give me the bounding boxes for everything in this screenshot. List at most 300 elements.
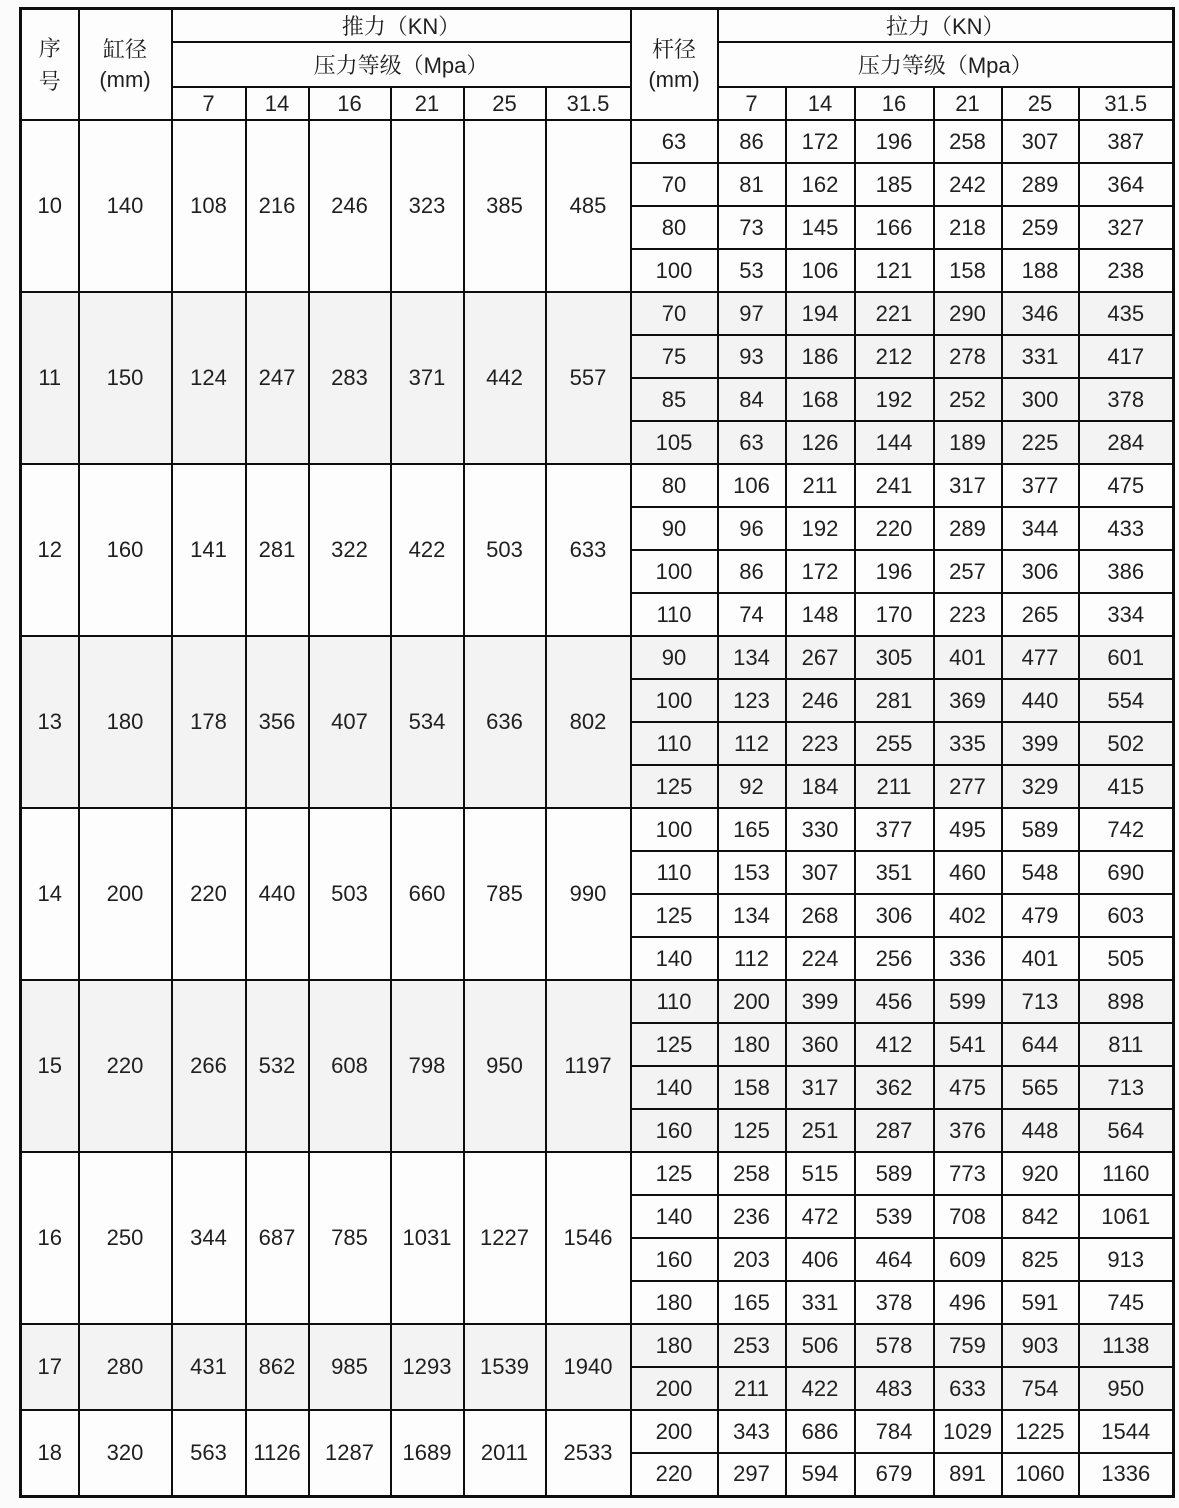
pull-force-cell: 63	[718, 421, 786, 464]
pull-force-cell: 196	[855, 550, 934, 593]
serial-cell: 12	[21, 464, 79, 636]
push-force-cell: 247	[246, 292, 309, 464]
push-force-cell: 1227	[464, 1152, 546, 1324]
pull-force-cell: 223	[786, 722, 855, 765]
rod-dia-cell: 90	[631, 507, 718, 550]
pull-force-cell: 594	[786, 1453, 855, 1496]
pull-force-cell: 351	[855, 851, 934, 894]
pull-force-cell: 223	[934, 593, 1002, 636]
pull-force-cell: 386	[1079, 550, 1174, 593]
push-force-cell: 950	[464, 980, 546, 1152]
pull-force-cell: 307	[1002, 120, 1079, 163]
pull-force-cell: 221	[855, 292, 934, 335]
pull-force-cell: 289	[1002, 163, 1079, 206]
rod-dia-cell: 110	[631, 980, 718, 1023]
pull-force-cell: 73	[718, 206, 786, 249]
push-force-cell: 557	[546, 292, 631, 464]
pull-force-cell: 713	[1002, 980, 1079, 1023]
push-force-cell: 802	[546, 636, 631, 808]
push-force-cell: 442	[464, 292, 546, 464]
pull-force-cell: 258	[934, 120, 1002, 163]
serial-cell: 16	[21, 1152, 79, 1324]
push-force-cell: 785	[464, 808, 546, 980]
pull-force-cell: 106	[718, 464, 786, 507]
pull-force-cell: 898	[1079, 980, 1174, 1023]
pull-force-cell: 158	[934, 249, 1002, 292]
pull-force-cell: 742	[1079, 808, 1174, 851]
pull-force-cell: 317	[934, 464, 1002, 507]
push-force-cell: 503	[464, 464, 546, 636]
pull-force-cell: 300	[1002, 378, 1079, 421]
bore-cell: 250	[79, 1152, 172, 1324]
pull-force-cell: 603	[1079, 894, 1174, 937]
pull-force-cell: 92	[718, 765, 786, 808]
pressure-title-pull: 压力等级（Mpa）	[718, 42, 1174, 87]
pull-force-cell: 464	[855, 1238, 934, 1281]
pull-force-cell: 369	[934, 679, 1002, 722]
pull-force-cell: 112	[718, 937, 786, 980]
pull-force-cell: 220	[855, 507, 934, 550]
push-pressure-header: 16	[309, 87, 391, 120]
pull-force-cell: 495	[934, 808, 1002, 851]
pull-force-cell: 633	[934, 1367, 1002, 1410]
pull-force-cell: 589	[855, 1152, 934, 1195]
pull-force-cell: 192	[855, 378, 934, 421]
serial-cell: 11	[21, 292, 79, 464]
push-force-cell: 636	[464, 636, 546, 808]
rod-dia-cell: 63	[631, 120, 718, 163]
pull-force-cell: 165	[718, 808, 786, 851]
pull-force-cell: 378	[1079, 378, 1174, 421]
pull-force-cell: 713	[1079, 1066, 1174, 1109]
pull-force-cell: 307	[786, 851, 855, 894]
pull-force-cell: 268	[786, 894, 855, 937]
rod-dia-cell: 100	[631, 679, 718, 722]
push-force-cell: 371	[391, 292, 464, 464]
pull-force-cell: 145	[786, 206, 855, 249]
pull-force-cell: 330	[786, 808, 855, 851]
pull-force-cell: 327	[1079, 206, 1174, 249]
pull-force-cell: 578	[855, 1324, 934, 1367]
rod-dia-cell: 80	[631, 206, 718, 249]
pull-force-cell: 1336	[1079, 1453, 1174, 1496]
pull-force-cell: 460	[934, 851, 1002, 894]
table-row	[21, 636, 1174, 679]
pull-force-cell: 376	[934, 1109, 1002, 1152]
serial-cell: 17	[21, 1324, 79, 1410]
pull-force-cell: 502	[1079, 722, 1174, 765]
pull-force-cell: 589	[1002, 808, 1079, 851]
pull-force-cell: 440	[1002, 679, 1079, 722]
push-force-cell: 323	[391, 120, 464, 292]
bore-cell: 160	[79, 464, 172, 636]
pull-force-cell: 387	[1079, 120, 1174, 163]
pull-force-cell: 483	[855, 1367, 934, 1410]
rod-dia-cell: 75	[631, 335, 718, 378]
push-force-cell: 608	[309, 980, 391, 1152]
pull-force-cell: 541	[934, 1023, 1002, 1066]
pull-force-cell: 180	[718, 1023, 786, 1066]
pull-force-cell: 842	[1002, 1195, 1079, 1238]
pull-force-cell: 505	[1079, 937, 1174, 980]
push-force-cell: 216	[246, 120, 309, 292]
table-row	[21, 1152, 1174, 1195]
push-force-cell: 633	[546, 464, 631, 636]
bore-cell: 280	[79, 1324, 172, 1410]
pull-force-cell: 125	[718, 1109, 786, 1152]
push-force-cell: 798	[391, 980, 464, 1152]
pull-force-cell: 686	[786, 1410, 855, 1453]
pull-force-cell: 265	[1002, 593, 1079, 636]
pull-force-cell: 343	[718, 1410, 786, 1453]
push-pressure-header: 7	[172, 87, 246, 120]
table-row	[21, 1324, 1174, 1367]
pull-force-cell: 194	[786, 292, 855, 335]
pull-force-cell: 153	[718, 851, 786, 894]
pull-pressure-header: 21	[934, 87, 1002, 120]
push-force-cell: 220	[172, 808, 246, 980]
pull-force-cell: 162	[786, 163, 855, 206]
pull-force-cell: 412	[855, 1023, 934, 1066]
rod-dia-cell: 100	[631, 249, 718, 292]
pull-force-cell: 106	[786, 249, 855, 292]
rod-dia-cell: 105	[631, 421, 718, 464]
rod-dia-cell: 100	[631, 808, 718, 851]
pull-force-cell: 148	[786, 593, 855, 636]
pull-force-cell: 317	[786, 1066, 855, 1109]
pull-force-cell: 745	[1079, 1281, 1174, 1324]
pull-force-cell: 192	[786, 507, 855, 550]
pull-force-cell: 165	[718, 1281, 786, 1324]
push-force-cell: 1031	[391, 1152, 464, 1324]
pull-force-cell: 200	[718, 980, 786, 1023]
rod-dia-cell: 200	[631, 1410, 718, 1453]
pull-force-cell: 472	[786, 1195, 855, 1238]
rod-dia-cell: 125	[631, 894, 718, 937]
pull-force-cell: 913	[1079, 1238, 1174, 1281]
pull-pressure-header: 14	[786, 87, 855, 120]
pull-force-cell: 267	[786, 636, 855, 679]
pull-force-cell: 257	[934, 550, 1002, 593]
push-force-cell: 563	[172, 1410, 246, 1496]
pull-force-cell: 188	[1002, 249, 1079, 292]
rod-dia-cell: 100	[631, 550, 718, 593]
pull-force-cell: 306	[855, 894, 934, 937]
pull-force-cell: 277	[934, 765, 1002, 808]
pull-force-cell: 289	[934, 507, 1002, 550]
pull-force-cell: 406	[786, 1238, 855, 1281]
push-force-cell: 862	[246, 1324, 309, 1410]
push-force-cell: 1689	[391, 1410, 464, 1496]
pull-pressure-header: 31.5	[1079, 87, 1174, 120]
pull-force-cell: 97	[718, 292, 786, 335]
push-force-cell: 385	[464, 120, 546, 292]
pull-force-cell: 422	[786, 1367, 855, 1410]
pressure-title-push: 压力等级（Mpa）	[172, 42, 631, 87]
rod-dia-cell: 125	[631, 1152, 718, 1195]
pull-force-cell: 211	[786, 464, 855, 507]
pull-force-cell: 93	[718, 335, 786, 378]
pull-force-cell: 591	[1002, 1281, 1079, 1324]
rod-dia-cell: 110	[631, 851, 718, 894]
pull-force-cell: 377	[1002, 464, 1079, 507]
serial-header	[21, 9, 79, 121]
push-force-cell: 431	[172, 1324, 246, 1410]
pull-force-cell: 1544	[1079, 1410, 1174, 1453]
push-pressure-header: 21	[391, 87, 464, 120]
push-force-cell: 990	[546, 808, 631, 980]
pull-force-cell: 479	[1002, 894, 1079, 937]
push-force-cell: 1546	[546, 1152, 631, 1324]
push-force-cell: 687	[246, 1152, 309, 1324]
pull-force-cell: 609	[934, 1238, 1002, 1281]
rod-dia-cell: 80	[631, 464, 718, 507]
bore-cell: 320	[79, 1410, 172, 1496]
pull-force-cell: 399	[786, 980, 855, 1023]
rod-dia-cell: 180	[631, 1281, 718, 1324]
pull-force-cell: 378	[855, 1281, 934, 1324]
pull-force-cell: 1029	[934, 1410, 1002, 1453]
pull-force-cell: 53	[718, 249, 786, 292]
pull-force-cell: 185	[855, 163, 934, 206]
bore-header-label: 缸径	[102, 36, 147, 62]
push-pressure-header: 25	[464, 87, 546, 120]
pull-force-cell: 1138	[1079, 1324, 1174, 1367]
pull-force-cell: 1061	[1079, 1195, 1174, 1238]
pull-force-cell: 477	[1002, 636, 1079, 679]
pull-force-cell: 456	[855, 980, 934, 1023]
pull-force-cell: 336	[934, 937, 1002, 980]
push-pressure-header: 14	[246, 87, 309, 120]
pull-force-cell: 225	[1002, 421, 1079, 464]
pull-force-cell: 496	[934, 1281, 1002, 1324]
pull-force-cell: 399	[1002, 722, 1079, 765]
pull-force-cell: 255	[855, 722, 934, 765]
pull-force-cell: 329	[1002, 765, 1079, 808]
push-force-cell: 1940	[546, 1324, 631, 1410]
pull-force-cell: 891	[934, 1453, 1002, 1496]
pull-force-cell: 258	[718, 1152, 786, 1195]
rod-dia-cell: 110	[631, 593, 718, 636]
pull-force-cell: 211	[855, 765, 934, 808]
push-force-cell: 281	[246, 464, 309, 636]
pull-force-cell: 433	[1079, 507, 1174, 550]
pull-force-cell: 306	[1002, 550, 1079, 593]
bore-header-unit: (mm)	[99, 66, 151, 92]
push-force-cell: 422	[391, 464, 464, 636]
serial-cell: 18	[21, 1410, 79, 1496]
rod-dia-cell: 90	[631, 636, 718, 679]
table-row	[21, 120, 1174, 163]
push-force-cell: 785	[309, 1152, 391, 1324]
push-force-cell: 440	[246, 808, 309, 980]
pull-force-cell: 754	[1002, 1367, 1079, 1410]
rod-dia-cell: 85	[631, 378, 718, 421]
pull-force-cell: 599	[934, 980, 1002, 1023]
push-force-cell: 1126	[246, 1410, 309, 1496]
rod-dia-cell: 200	[631, 1367, 718, 1410]
push-force-cell: 178	[172, 636, 246, 808]
serial-cell: 10	[21, 120, 79, 292]
pull-pressure-header: 25	[1002, 87, 1079, 120]
pull-force-cell: 184	[786, 765, 855, 808]
rod-dia-cell: 180	[631, 1324, 718, 1367]
push-force-cell: 660	[391, 808, 464, 980]
pull-force-cell: 166	[855, 206, 934, 249]
serial-cell: 14	[21, 808, 79, 980]
pull-force-cell: 112	[718, 722, 786, 765]
pull-force-cell: 123	[718, 679, 786, 722]
pull-force-cell: 415	[1079, 765, 1174, 808]
pull-force-cell: 81	[718, 163, 786, 206]
rod-header-label: 杆径	[651, 36, 696, 62]
pull-force-cell: 134	[718, 636, 786, 679]
pull-force-cell: 401	[934, 636, 1002, 679]
pull-force-cell: 96	[718, 507, 786, 550]
bore-cell: 180	[79, 636, 172, 808]
rod-dia-cell: 70	[631, 292, 718, 335]
push-force-cell: 985	[309, 1324, 391, 1410]
pull-force-cell: 305	[855, 636, 934, 679]
push-force-cell: 108	[172, 120, 246, 292]
push-force-cell: 534	[391, 636, 464, 808]
push-force-cell: 2011	[464, 1410, 546, 1496]
pull-force-cell: 334	[1079, 593, 1174, 636]
pull-force-cell: 539	[855, 1195, 934, 1238]
pull-force-cell: 564	[1079, 1109, 1174, 1152]
pull-force-cell: 515	[786, 1152, 855, 1195]
push-force-cell: 1197	[546, 980, 631, 1152]
pull-force-cell: 679	[855, 1453, 934, 1496]
pull-pressure-header: 7	[718, 87, 786, 120]
pull-force-cell: 211	[718, 1367, 786, 1410]
pull-force-cell: 402	[934, 894, 1002, 937]
push-force-cell: 356	[246, 636, 309, 808]
serial-cell: 15	[21, 980, 79, 1152]
pull-force-cell: 236	[718, 1195, 786, 1238]
pull-force-cell: 253	[718, 1324, 786, 1367]
pull-title: 拉力（KN）	[718, 9, 1174, 43]
table-body	[21, 120, 1174, 1496]
table-row	[21, 980, 1174, 1023]
bore-cell: 200	[79, 808, 172, 980]
pull-force-cell: 554	[1079, 679, 1174, 722]
rod-header-unit: (mm)	[648, 66, 700, 92]
pull-force-cell: 360	[786, 1023, 855, 1066]
pull-force-cell: 435	[1079, 292, 1174, 335]
pull-force-cell: 401	[1002, 937, 1079, 980]
pull-force-cell: 825	[1002, 1238, 1079, 1281]
pull-force-cell: 644	[1002, 1023, 1079, 1066]
bore-cell: 150	[79, 292, 172, 464]
pull-force-cell: 1160	[1079, 1152, 1174, 1195]
pull-pressure-header: 16	[855, 87, 934, 120]
pull-force-cell: 346	[1002, 292, 1079, 335]
push-force-cell: 2533	[546, 1410, 631, 1496]
pull-force-cell: 287	[855, 1109, 934, 1152]
rod-dia-cell: 140	[631, 1066, 718, 1109]
push-force-cell: 283	[309, 292, 391, 464]
pull-force-cell: 548	[1002, 851, 1079, 894]
pull-force-cell: 708	[934, 1195, 1002, 1238]
push-force-cell: 1293	[391, 1324, 464, 1410]
pull-force-cell: 475	[934, 1066, 1002, 1109]
push-force-cell: 266	[172, 980, 246, 1152]
pull-force-cell: 86	[718, 550, 786, 593]
push-force-cell: 407	[309, 636, 391, 808]
table-row	[21, 808, 1174, 851]
push-title: 推力（KN）	[172, 9, 631, 43]
push-force-cell: 1539	[464, 1324, 546, 1410]
push-force-cell: 322	[309, 464, 391, 636]
rod-dia-cell: 110	[631, 722, 718, 765]
pull-force-cell: 364	[1079, 163, 1174, 206]
pull-force-cell: 950	[1079, 1367, 1174, 1410]
pull-force-cell: 186	[786, 335, 855, 378]
pull-force-cell: 224	[786, 937, 855, 980]
pull-force-cell: 251	[786, 1109, 855, 1152]
pull-force-cell: 134	[718, 894, 786, 937]
bore-cell: 140	[79, 120, 172, 292]
pull-force-cell: 189	[934, 421, 1002, 464]
pull-force-cell: 259	[1002, 206, 1079, 249]
rod-dia-cell: 125	[631, 765, 718, 808]
pull-force-cell: 126	[786, 421, 855, 464]
rod-dia-cell: 125	[631, 1023, 718, 1066]
pull-force-cell: 212	[855, 335, 934, 378]
pull-force-cell: 601	[1079, 636, 1174, 679]
push-force-cell: 246	[309, 120, 391, 292]
pull-force-cell: 565	[1002, 1066, 1079, 1109]
push-force-cell: 124	[172, 292, 246, 464]
pull-force-cell: 335	[934, 722, 1002, 765]
rod-dia-cell: 140	[631, 937, 718, 980]
push-force-cell: 344	[172, 1152, 246, 1324]
serial-header-label: 序号	[38, 35, 61, 94]
pull-force-cell: 811	[1079, 1023, 1174, 1066]
rod-dia-cell: 160	[631, 1238, 718, 1281]
pull-force-cell: 196	[855, 120, 934, 163]
pull-force-cell: 158	[718, 1066, 786, 1109]
pull-force-cell: 281	[855, 679, 934, 722]
force-spec-table	[19, 7, 1175, 1498]
pull-force-cell: 74	[718, 593, 786, 636]
push-force-cell: 1287	[309, 1410, 391, 1496]
table-row	[21, 1410, 1174, 1453]
pull-force-cell: 284	[1079, 421, 1174, 464]
rod-dia-cell: 70	[631, 163, 718, 206]
pull-force-cell: 246	[786, 679, 855, 722]
pull-force-cell: 238	[1079, 249, 1174, 292]
pull-force-cell: 172	[786, 550, 855, 593]
pull-force-cell: 218	[934, 206, 1002, 249]
pull-force-cell: 256	[855, 937, 934, 980]
rod-dia-cell: 140	[631, 1195, 718, 1238]
pull-force-cell: 417	[1079, 335, 1174, 378]
pull-force-cell: 170	[855, 593, 934, 636]
rod-dia-cell: 160	[631, 1109, 718, 1152]
pull-force-cell: 86	[718, 120, 786, 163]
pull-force-cell: 1225	[1002, 1410, 1079, 1453]
pull-force-cell: 121	[855, 249, 934, 292]
serial-cell: 13	[21, 636, 79, 808]
pull-force-cell: 448	[1002, 1109, 1079, 1152]
push-force-cell: 503	[309, 808, 391, 980]
rod-dia-cell: 220	[631, 1453, 718, 1496]
pull-force-cell: 84	[718, 378, 786, 421]
pull-force-cell: 377	[855, 808, 934, 851]
pull-force-cell: 903	[1002, 1324, 1079, 1367]
